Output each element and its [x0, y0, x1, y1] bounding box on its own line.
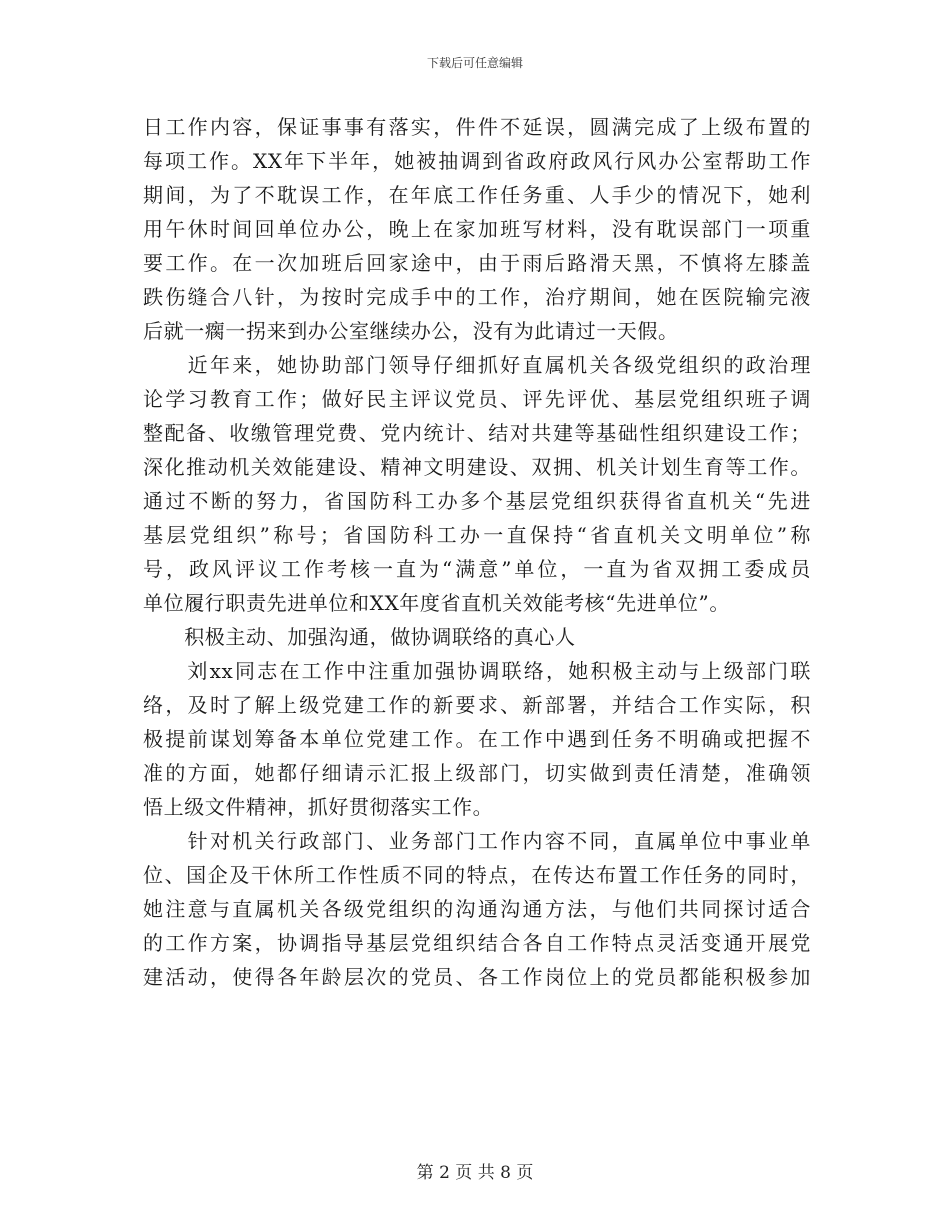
text-line: 后就一瘸一拐来到办公室继续办公，没有为此请过一天假。 [143, 319, 679, 343]
text-line: 单位履行职责先进单位和XX年度省直机关效能考核“先进单位”。 [143, 591, 730, 615]
text-line: 整配备、收缴管理党费、党内统计、结对共建等基础性组织建设工作； [143, 421, 811, 445]
text-line: 她注意与直属机关各级党组织的沟通沟通方法，与他们共同探讨适合 [143, 897, 811, 921]
page-number-footer: 第 2 页 共 8 页 [416, 1163, 534, 1183]
text-line: 号，政风评议工作考核一直为“满意”单位，一直为省双拥工委成员 [143, 557, 811, 581]
text-line: 深化推动机关效能建设、精神文明建设、双拥、机关计划生育等工作。 [143, 455, 811, 479]
text-line: 积极主动、加强沟通，做协调联络的真心人 [143, 625, 576, 649]
text-line: 极提前谋划筹备本单位党建工作。在工作中遇到任务不明确或把握不 [143, 727, 811, 751]
text-line: 用午休时间回单位办公，晚上在家加班写材料，没有耽误部门一项重 [143, 217, 811, 241]
text-line: 位、国企及干休所工作性质不同的特点，在传达布置工作任务的同时， [143, 863, 811, 887]
text-line: 基层党组织”称号；省国防科工办一直保持“省直机关文明单位”称 [143, 523, 811, 547]
document-body [143, 110, 811, 994]
text-line: 期间，为了不耽误工作，在年底工作任务重、人手少的情况下，她利 [143, 183, 811, 207]
text-line: 每项工作。XX年下半年，她被抽调到省政府政风行风办公室帮助工作 [143, 149, 811, 173]
text-line: 近年来，她协助部门领导仔细抓好直属机关各级党组织的政治理 [143, 353, 811, 377]
text-line: 准的方面，她都仔细请示汇报上级部门，切实做到责任清楚，准确领 [143, 761, 811, 785]
text-line: 悟上级文件精神，抓好贯彻落实工作。 [143, 795, 494, 819]
text-line: 刘xx同志在工作中注重加强协调联络，她积极主动与上级部门联 [143, 659, 811, 683]
text-line: 通过不断的努力，省国防科工办多个基层党组织获得省直机关“先进 [143, 489, 811, 513]
text-line: 要工作。在一次加班后回家途中，由于雨后路滑天黑，不慎将左膝盖 [143, 251, 811, 275]
text-line: 论学习教育工作；做好民主评议党员、评先评优、基层党组织班子调 [143, 387, 811, 411]
text-line: 的工作方案，协调指导基层党组织结合各自工作特点灵活变通开展党 [143, 931, 811, 955]
text-line: 跌伤缝合八针，为按时完成手中的工作，治疗期间，她在医院输完液 [143, 285, 811, 309]
text-line: 日工作内容，保证事事有落实，件件不延误，圆满完成了上级布置的 [143, 115, 811, 139]
page-header-note: 下载后可任意编辑 [426, 56, 523, 70]
text-line: 针对机关行政部门、业务部门工作内容不同，直属单位中事业单 [143, 829, 811, 853]
text-line: 络，及时了解上级党建工作的新要求、新部署，并结合工作实际，积 [143, 693, 811, 717]
text-line: 建活动，使得各年龄层次的党员、各工作岗位上的党员都能积极参加 [143, 965, 811, 989]
